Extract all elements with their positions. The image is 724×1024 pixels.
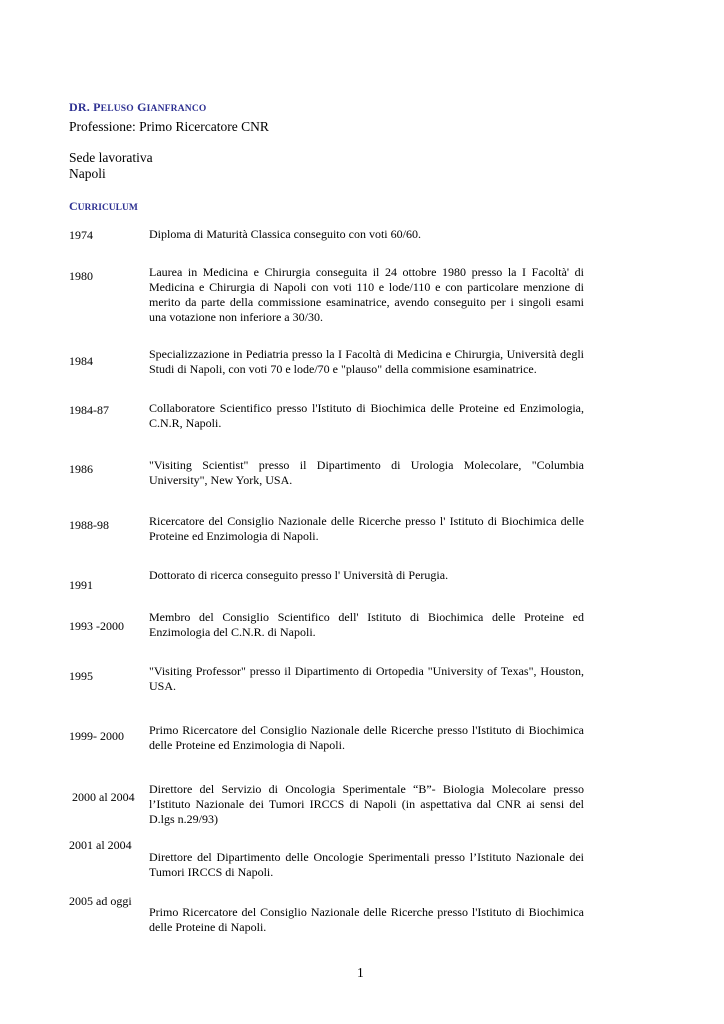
entry-description: Collaboratore Scientifico presso l'Istituto di Biochimica delle Proteine ed Enzimologia, C.N.R, Napoli. [149, 401, 584, 430]
entry-year: 1984 [69, 354, 93, 368]
entry-description: Dottorato di ricerca conseguito presso l' Università di Perugia. [149, 568, 449, 582]
entry-year: 1999- 2000 [69, 729, 124, 743]
curriculum-heading-rest: URRICULUM [77, 203, 138, 213]
entry-year: 1980 [69, 269, 93, 283]
person-name-heading [69, 100, 206, 115]
page-number: 1 [357, 965, 364, 980]
entry-year: 1993 -2000 [69, 619, 124, 633]
entry-description: Direttore del Dipartimento delle Oncologie Sperimentali presso l’Istituto Nazionale dei Tumori IRCCS di Napoli. [149, 850, 584, 879]
entry-description: Membro del Consiglio Scientifico dell' Istituto di Biochimica delle Proteine ed Enzimologia del C.N.R. di Napoli. [149, 610, 584, 639]
entry-description: Specializzazione in Pediatria presso la I Facoltà di Medicina e Chirurgia, Università degli Studi di Napoli, con voti 70 e lode/70 e "plauso" della commisione esaminatrice. [149, 347, 584, 376]
entry-year: 1986 [69, 462, 93, 476]
entry-description: Direttore del Servizio di Oncologia Sperimentale “B”- Biologia Molecolare presso l’Istituto Nazionale dei Tumori IRCCS di Napoli (in aspettativa dal CNR ai sensi del D.lgs n.29/93) [149, 782, 584, 826]
entry-year: 2005 ad oggi [69, 894, 132, 908]
entry-description: Laurea in Medicina e Chirurgia conseguita il 24 ottobre 1980 presso la I Facoltà' di Medicina e Chirurgia di Napoli con voti 110 e lode/110 e con particolare menzione di merito da parte della commissione esaminatrice, avendo conseguito per i singoli esami una votazione non inferiore a 30/30. [149, 265, 584, 324]
workplace-city: Napoli [69, 166, 106, 181]
entry-year: 1984-87 [69, 403, 109, 417]
name-prefix: DR. P [69, 100, 101, 114]
curriculum-heading [69, 199, 138, 214]
entry-year: 2000 al 2004 [72, 790, 135, 804]
entry-description: "Visiting Scientist" presso il Dipartimento di Urologia Molecolare, "Columbia University", New York, USA. [149, 458, 584, 487]
name-first-rest: IANFRANCO [146, 104, 207, 114]
entry-description: "Visiting Professor" presso il Dipartimento di Ortopedia "University of Texas", Houston, USA. [149, 664, 584, 693]
entry-year: 1995 [69, 669, 93, 683]
entry-year: 1988-98 [69, 518, 109, 532]
entry-year: 1974 [69, 228, 93, 242]
curriculum-heading-initial: C [69, 199, 78, 213]
entry-description: Primo Ricercatore del Consiglio Nazionale delle Ricerche presso l'Istituto di Biochimica delle Proteine di Napoli. [149, 905, 584, 934]
workplace-label: Sede lavorativa [69, 150, 153, 165]
profession-line: Professione: Primo Ricercatore CNR [69, 119, 269, 134]
entry-description: Diploma di Maturità Classica conseguito con voti 60/60. [149, 227, 421, 241]
entry-year: 2001 al 2004 [69, 838, 132, 852]
name-first-initial: G [133, 100, 147, 114]
name-surname-rest: ELUSO [100, 104, 134, 114]
entry-description: Ricercatore del Consiglio Nazionale delle Ricerche presso l' Istituto di Biochimica delle Proteine ed Enzimologia di Napoli. [149, 514, 584, 543]
entry-year: 1991 [69, 578, 93, 592]
entry-description: Primo Ricercatore del Consiglio Nazionale delle Ricerche presso l'Istituto di Biochimica delle Proteine ed Enzimologia di Napoli. [149, 723, 584, 752]
